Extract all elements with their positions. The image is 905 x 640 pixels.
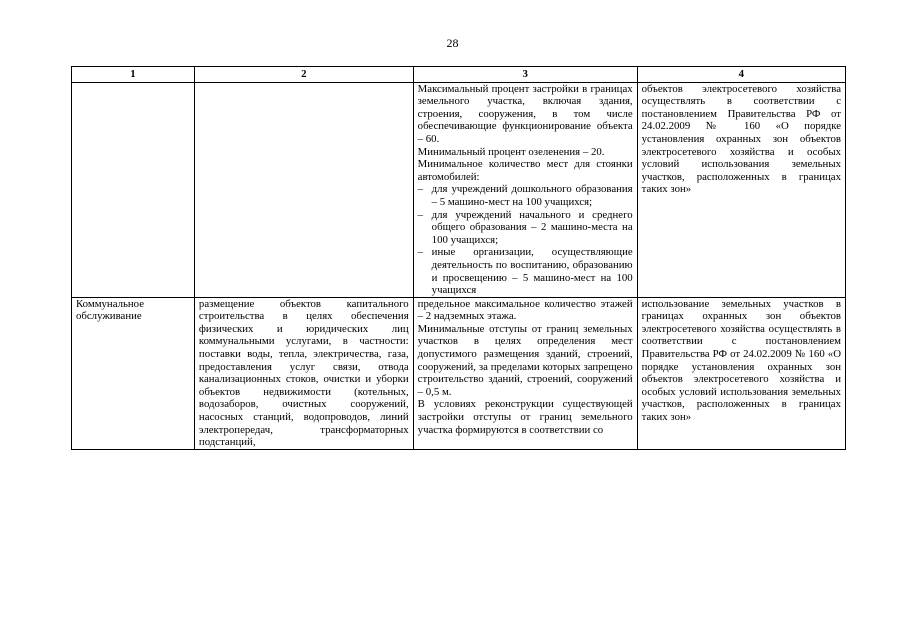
row2-col1: Коммунальное обслуживание <box>72 297 195 449</box>
row1-col3 <box>413 82 637 297</box>
dash-bullet-icon: – <box>417 246 424 259</box>
row1-col1 <box>72 82 195 297</box>
row2-col3-paragraph-1: предельное максимальное количество этажей – 2 надземных этажа. <box>417 297 633 323</box>
header-col-4: 4 <box>637 67 845 83</box>
table-row <box>72 297 846 449</box>
list-item-text: для учреждений начального и среднего общего образования – 2 машино-места на 100 учащихся; <box>431 208 633 246</box>
list-item <box>418 246 633 296</box>
row1-col2 <box>194 82 413 297</box>
row1-col3-paragraph-2: Минимальный процент озеленения – 20. <box>417 145 605 158</box>
row1-col3-paragraph-1: Максимальный процент застройки в границах земельного участка, включая здания, строения, сооружения, в том числе обеспечивающие функционирование объекта – 60. <box>417 82 633 145</box>
row2-col2: размещение объектов капитального строительства в целях обеспечения физических и юридических лиц коммунальными услугами, в частности: поставки воды, тепла, электричества, газа, предоставления услуг связи, отвода канализационных стоков, очистки и уборки объектов недвижимости (котельных, водозаборов, очистных сооружений, насосных станций, водопроводов, линий электропередач, трансформаторных подстанций, <box>194 297 413 449</box>
header-col-1: 1 <box>72 67 195 83</box>
regulations-table <box>71 66 846 450</box>
table-header-row <box>72 67 846 83</box>
row2-col3-paragraph-3: В условиях реконструкции существующей застройки отступы от границ земельного участка формируются в соответствии со <box>417 398 633 436</box>
row1-col3-paragraph-3: Минимальное количество мест для стоянки автомобилей: <box>417 158 633 183</box>
row2-col3-paragraph-2: Минимальные отступы от границ земельных участков в целях определения мест допустимого размещения зданий, строений, сооружений, за пределами которых запрещено строительство зданий, строений, сооружений – 0,5 м. <box>417 322 633 398</box>
row2-col3 <box>413 297 637 449</box>
header-col-3: 3 <box>413 67 637 83</box>
list-item-text: для учреждений дошкольного образования – 5 машино-мест на 100 учащихся; <box>431 183 633 208</box>
list-item <box>418 209 633 247</box>
dash-bullet-icon: – <box>417 208 424 221</box>
row1-col4: объектов электросетевого хозяйства осуществлять в соответствии с постановлением Правительства РФ от 24.02.2009 № 160 «О порядке установления охранных зон объектов электросетевого хозяйства и особых условий использования земельных участков, расположенных в границах таких зон» <box>637 82 845 297</box>
list-item-text: иные организации, осуществляющие деятельность по воспитанию, образованию и просвещению – 5 машино-мест на 100 учащихся <box>431 246 633 297</box>
dash-bullet-icon: – <box>417 183 424 196</box>
table-row <box>72 82 846 297</box>
page-number: 28 <box>446 36 459 50</box>
list-item <box>418 183 633 208</box>
row2-col4: использование земельных участков в границах охранных зон объектов электросетевого хозяйства осуществлять в соответствии с постановлением Правительства РФ от 24.02.2009 № 160 «О порядке установления охранных зон объектов электросетевого хозяйства и особых условий использования земельных участков, расположенных в границах таких зон» <box>637 297 845 449</box>
header-col-2: 2 <box>194 67 413 83</box>
